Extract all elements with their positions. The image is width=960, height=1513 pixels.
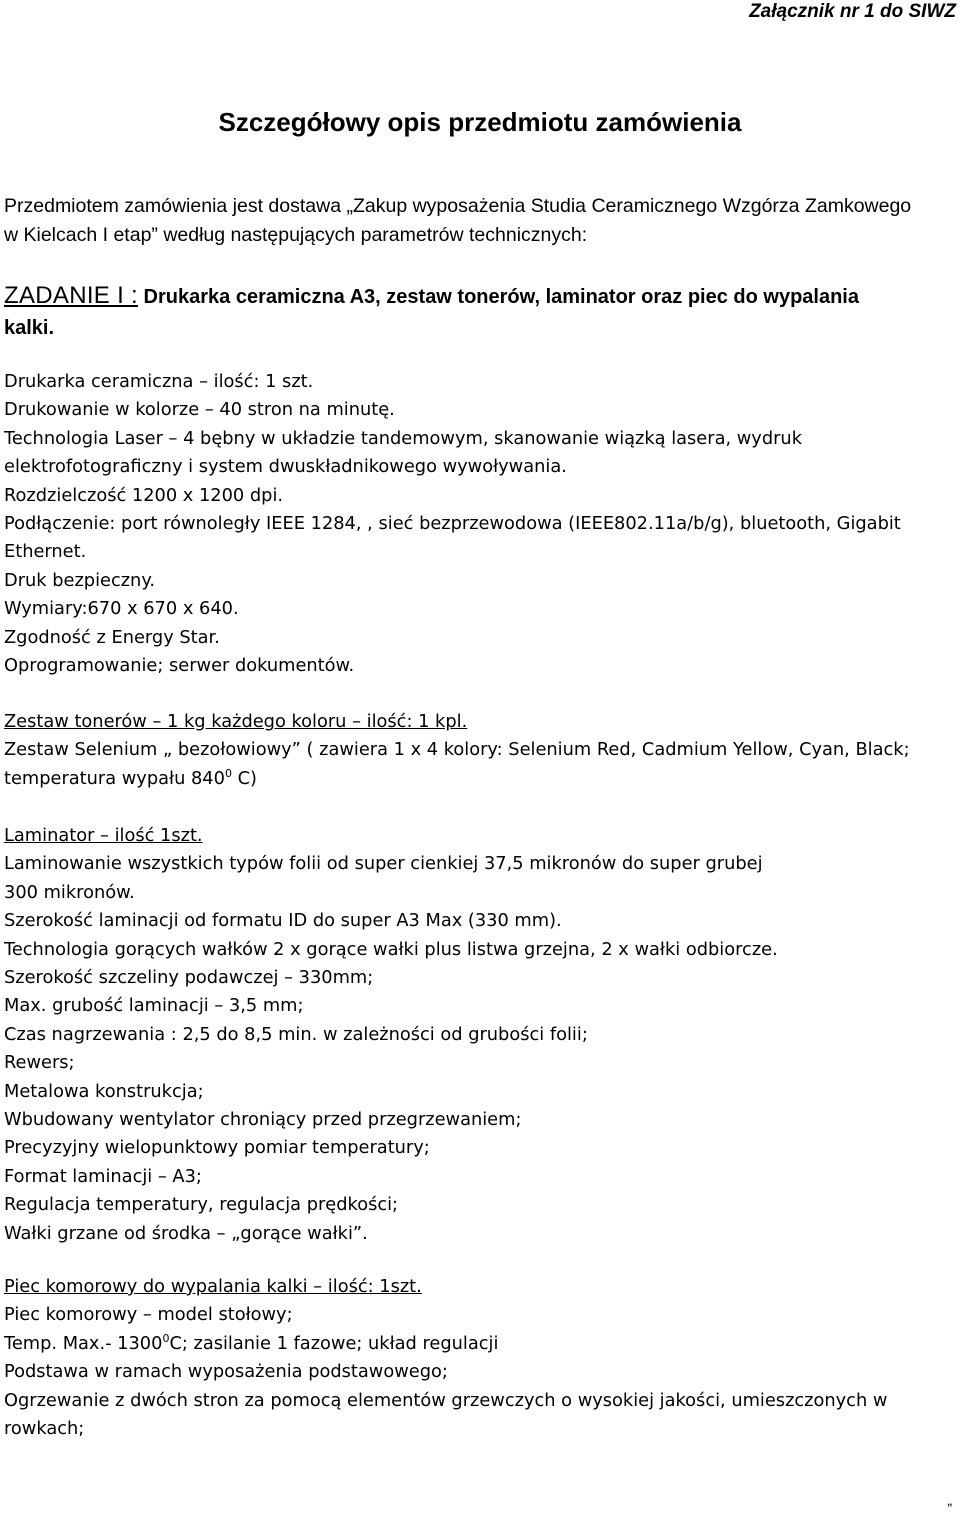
attachment-label: Załącznik nr 1 do SIWZ bbox=[749, 1, 956, 22]
spec-line: Druk bezpieczny. bbox=[4, 569, 155, 591]
spec-line: Czas nagrzewania : 2,5 do 8,5 min. w zależności od grubości folii; bbox=[4, 1023, 588, 1045]
kiln-section bbox=[4, 1273, 954, 1443]
spec-line: Max. grubość laminacji – 3,5 mm; bbox=[4, 995, 304, 1017]
spec-line: Rozdzielczość 1200 x 1200 dpi. bbox=[4, 484, 284, 506]
spec-line: Format laminacji – A3; bbox=[4, 1165, 202, 1187]
intro-paragraph bbox=[4, 192, 960, 250]
superscript: 0 bbox=[162, 1331, 170, 1345]
task-prefix: ZADANIE I : bbox=[4, 282, 138, 309]
laminator-section bbox=[4, 822, 954, 1248]
footer-mark: „ bbox=[947, 1492, 952, 1508]
spec-line: Drukowanie w kolorze – 40 stron na minutę. bbox=[4, 399, 395, 421]
spec-line: Piec komorowy – model stołowy; bbox=[4, 1304, 293, 1326]
spec-line: Technologia Laser – 4 bębny w układzie tandemowym, skanowanie wiązką lasera, wydruk bbox=[4, 427, 802, 449]
spec-line: Podstawa w ramach wyposażenia podstawowego; bbox=[4, 1361, 448, 1383]
document-title: Szczegółowy opis przedmiotu zamówienia bbox=[218, 107, 742, 137]
spec-line: Ogrzewanie z dwóch stron za pomocą elementów grzewczych o wysokiej jakości, umieszczonych w bbox=[4, 1389, 888, 1411]
spec-line: 300 mikronów. bbox=[4, 881, 135, 903]
spec-line bbox=[4, 1330, 954, 1358]
spec-text: Temp. Max.- 1300 bbox=[4, 1332, 163, 1354]
kiln-heading: Piec komorowy do wypalania kalki – ilość: 1szt. bbox=[4, 1276, 422, 1297]
spec-line: Szerokość szczeliny podawczej – 330mm; bbox=[4, 967, 374, 989]
laminator-heading: Laminator – ilość 1szt. bbox=[4, 825, 203, 846]
spec-line: Regulacja temperatury, regulacja prędkości; bbox=[4, 1194, 399, 1216]
toners-heading: Zestaw tonerów – 1 kg każdego koloru – ilość: 1 kpl. bbox=[4, 711, 468, 732]
printer-specs bbox=[4, 368, 954, 680]
spec-line: Drukarka ceramiczna – ilość: 1 szt. bbox=[4, 371, 314, 392]
spec-line: Podłączenie: port równoległy IEEE 1284, , sieć bezprzewodowa (IEEE802.11a/b/g), bluetooth, Gigabit bbox=[4, 513, 901, 535]
spec-line: Oprogramowanie; serwer dokumentów. bbox=[4, 655, 355, 677]
spec-line: Wymiary:670 x 670 x 640. bbox=[4, 598, 239, 620]
toners-section bbox=[4, 708, 954, 793]
spec-line: Metalowa konstrukcja; bbox=[4, 1080, 204, 1102]
spec-line: Zestaw Selenium „ bezołowiowy” ( zawiera 1 x 4 kolory: Selenium Red, Cadmium Yellow, Cyan, Black; bbox=[4, 739, 910, 761]
spec-line: Szerokość laminacji od formatu ID do super A3 Max (330 mm). bbox=[4, 910, 562, 932]
spec-line: Ethernet. bbox=[4, 541, 87, 563]
task-heading-line: kalki. bbox=[4, 317, 55, 339]
spec-line: Technologia gorących wałków 2 x gorące wałki plus listwa grzejna, 2 x wałki odbiorcze. bbox=[4, 938, 778, 960]
spec-line: Precyzyjny wielopunktowy pomiar temperatury; bbox=[4, 1137, 430, 1159]
spec-line: Wałki grzane od środka – „gorące wałki”. bbox=[4, 1222, 368, 1244]
spec-line: elektrofotograficzny i system dwuskładnikowego wywoływania. bbox=[4, 456, 567, 478]
intro-line: Przedmiotem zamówienia jest dostawa „Zakup wyposażenia Studia Ceramicznego Wzgórza Zamkowego bbox=[4, 195, 912, 217]
task-title: Drukarka ceramiczna A3, zestaw tonerów, laminator oraz piec do wypalania bbox=[138, 286, 859, 308]
superscript: 0 bbox=[224, 766, 232, 780]
spec-text: temperatura wypału 840 bbox=[4, 767, 225, 789]
spec-line: Zgodność z Energy Star. bbox=[4, 626, 220, 648]
spec-line: Laminowanie wszystkich typów folii od super cienkiej 37,5 mikronów do super grubej bbox=[4, 853, 763, 875]
spec-text: C) bbox=[231, 767, 257, 789]
task-heading bbox=[4, 280, 954, 344]
spec-line: Rewers; bbox=[4, 1052, 75, 1074]
spec-text: C; zasilanie 1 fazowe; układ regulacji bbox=[169, 1332, 499, 1354]
intro-line: w Kielcach I etap” według następujących parametrów technicznych: bbox=[4, 224, 588, 246]
task-heading-line bbox=[4, 280, 954, 313]
spec-line: Wbudowany wentylator chroniący przed przegrzewaniem; bbox=[4, 1109, 522, 1131]
spec-line bbox=[4, 765, 954, 793]
spec-line: rowkach; bbox=[4, 1418, 85, 1440]
